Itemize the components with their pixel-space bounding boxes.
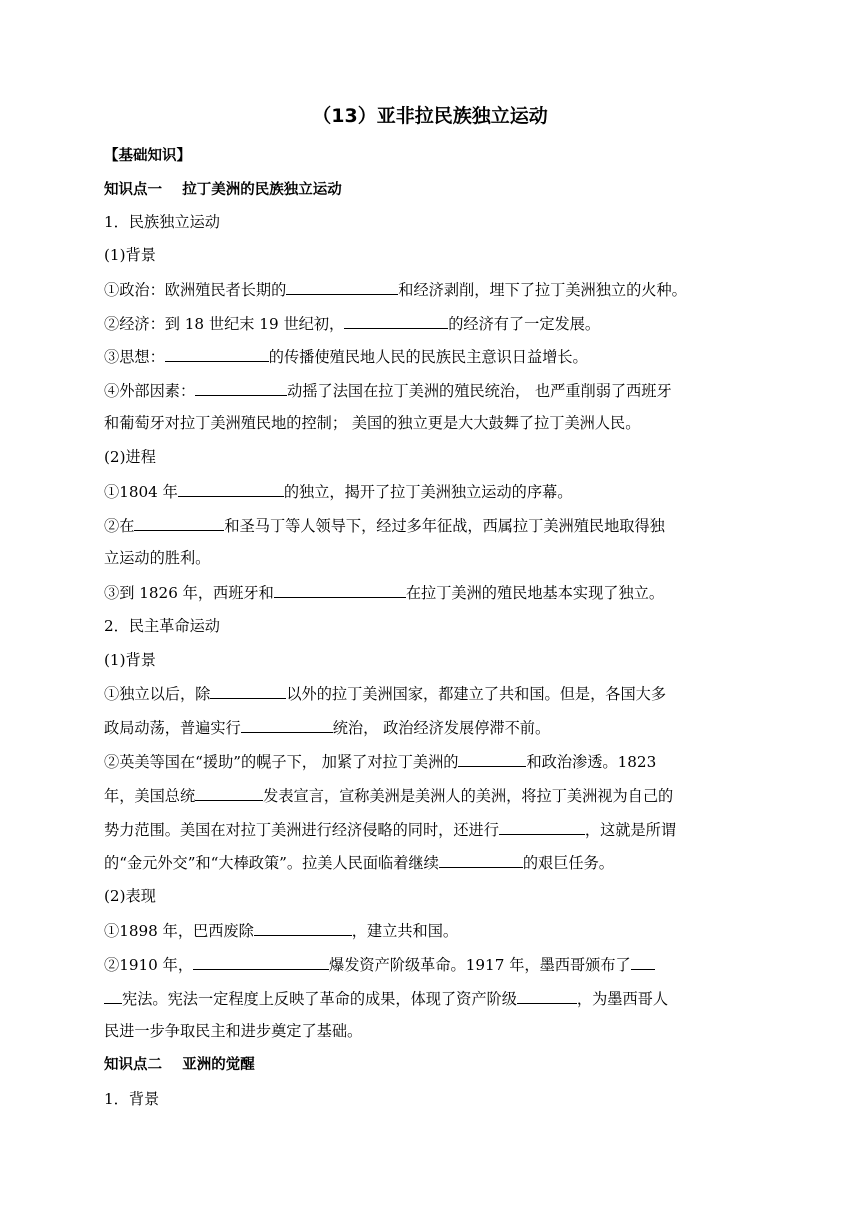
- text: ②英美等国在“援助”的幌子下， 加紧了对拉丁美洲的: [104, 753, 459, 771]
- fill-blank[interactable]: [134, 515, 224, 531]
- subheading-performance: (2)表现: [104, 887, 156, 905]
- text: ，这就是所谓: [584, 821, 676, 839]
- paragraph-thought: [104, 346, 588, 367]
- paragraph-1898: [104, 920, 458, 941]
- fill-blank[interactable]: [499, 819, 585, 835]
- fill-blank[interactable]: [104, 988, 122, 1004]
- text: 和政治渗透。1823: [526, 753, 657, 771]
- text: 以外的拉丁美洲国家，都建立了共和国。但是，各国大多: [286, 685, 666, 703]
- text: 的经济有了一定发展。: [448, 315, 601, 333]
- text: 统治， 政治经济发展停滞不前。: [332, 719, 551, 737]
- text: 动摇了法国在拉丁美洲的殖民统治， 也严重削弱了西班牙: [287, 382, 672, 400]
- paragraph-1910: [104, 954, 655, 975]
- page-title: （13）亚非拉民族独立运动: [312, 105, 548, 127]
- fill-blank[interactable]: [193, 954, 329, 970]
- text: ，建立共和国。: [351, 922, 459, 940]
- fill-blank[interactable]: [165, 346, 269, 362]
- paragraph-leaders: [104, 515, 665, 536]
- text: 的艰巨任务。: [522, 854, 614, 872]
- subheading-asia-background: 1．背景: [104, 1090, 160, 1108]
- subheading-democratic: 2．民主革命运动: [104, 617, 220, 635]
- paragraph-us-uk-cont-2: [104, 819, 676, 840]
- text: 和圣马丁等人领导下，经过多年征战，西属拉丁美洲殖民地取得独: [224, 517, 665, 535]
- text: ④外部因素：: [104, 382, 196, 400]
- fill-blank[interactable]: [195, 785, 263, 801]
- fill-blank[interactable]: [458, 751, 526, 767]
- fill-blank[interactable]: [517, 988, 577, 1004]
- paragraph-1826: [104, 582, 664, 603]
- paragraph-us-uk-cont-1: [104, 785, 673, 806]
- subheading-process: (2)进程: [104, 448, 156, 466]
- knowledge-point-1-heading: [104, 180, 342, 200]
- text: ②经济：到 18 世纪末 19 世纪初，: [104, 315, 345, 333]
- subheading-background-1: (1)背景: [104, 246, 156, 264]
- paragraph-after-independence-cont: [104, 717, 550, 738]
- text: 在拉丁美洲的殖民地基本实现了独立。: [405, 584, 664, 602]
- kp1-label: 知识点一: [104, 182, 162, 198]
- kp1-title: 拉丁美洲的民族独立运动: [182, 182, 342, 198]
- text: ，为墨西哥人: [576, 990, 668, 1008]
- fill-blank[interactable]: [631, 954, 655, 970]
- text: 政局动荡，普遍实行: [104, 719, 241, 737]
- text: 和经济剥削，埋下了拉丁美洲独立的火种。: [398, 281, 687, 299]
- paragraph-1910-cont-2: 民进一步争取民主和进步奠定了基础。: [104, 1022, 363, 1040]
- subheading-background-2: (1)背景: [104, 651, 156, 669]
- kp2-label: 知识点二: [104, 1057, 162, 1073]
- paragraph-after-independence: [104, 683, 666, 704]
- text: ②在: [104, 517, 135, 535]
- text: 的“金元外交”和“大棒政策”。拉美人民面临着继续: [104, 854, 439, 872]
- text: ①独立以后，除: [104, 685, 211, 703]
- fill-blank[interactable]: [195, 380, 287, 396]
- paragraph-politics: [104, 279, 687, 300]
- paragraph-1910-cont-1: [104, 988, 668, 1009]
- paragraph-external-cont: 和葡萄牙对拉丁美洲殖民地的控制； 美国的独立更是大大鼓舞了拉丁美洲人民。: [104, 414, 641, 432]
- fill-blank[interactable]: [286, 279, 398, 295]
- text: 的传播使殖民地人民的民族民主意识日益增长。: [268, 348, 588, 366]
- text: ①1898 年，巴西废除: [104, 922, 254, 940]
- fill-blank[interactable]: [178, 481, 284, 497]
- paragraph-external: [104, 380, 672, 401]
- fill-blank[interactable]: [344, 313, 448, 329]
- text: ②1910 年，: [104, 956, 194, 974]
- text: ①1804 年: [104, 483, 178, 501]
- fill-blank[interactable]: [254, 920, 352, 936]
- text: 发表宣言，宣称美洲是美洲人的美洲，将拉丁美洲视为自己的: [263, 787, 674, 805]
- fill-blank[interactable]: [439, 852, 523, 868]
- text: ③到 1826 年，西班牙和: [104, 584, 274, 602]
- fill-blank[interactable]: [210, 683, 286, 699]
- knowledge-point-2-heading: [104, 1055, 255, 1075]
- text: 的独立，揭开了拉丁美洲独立运动的序幕。: [283, 483, 573, 501]
- subheading-independence: 1．民族独立运动: [104, 213, 220, 231]
- paragraph-us-uk-cont-3: [104, 852, 614, 873]
- fill-blank[interactable]: [241, 717, 333, 733]
- paragraph-us-uk: [104, 751, 656, 772]
- kp2-title: 亚洲的觉醒: [182, 1057, 255, 1073]
- paragraph-leaders-cont: 立运动的胜利。: [104, 549, 211, 567]
- text: 年，美国总统: [104, 787, 196, 805]
- text: ①政治：欧洲殖民者长期的: [104, 281, 287, 299]
- fill-blank[interactable]: [274, 582, 406, 598]
- section-heading-basic: 【基础知识】: [104, 148, 191, 164]
- paragraph-economy: [104, 313, 600, 334]
- paragraph-1804: [104, 481, 572, 502]
- text: 爆发资产阶级革命。1917 年，墨西哥颁布了: [329, 956, 631, 974]
- text: 势力范围。美国在对拉丁美洲进行经济侵略的同时，还进行: [104, 821, 499, 839]
- text: ③思想：: [104, 348, 165, 366]
- text: 宪法。宪法一定程度上反映了革命的成果，体现了资产阶级: [122, 990, 517, 1008]
